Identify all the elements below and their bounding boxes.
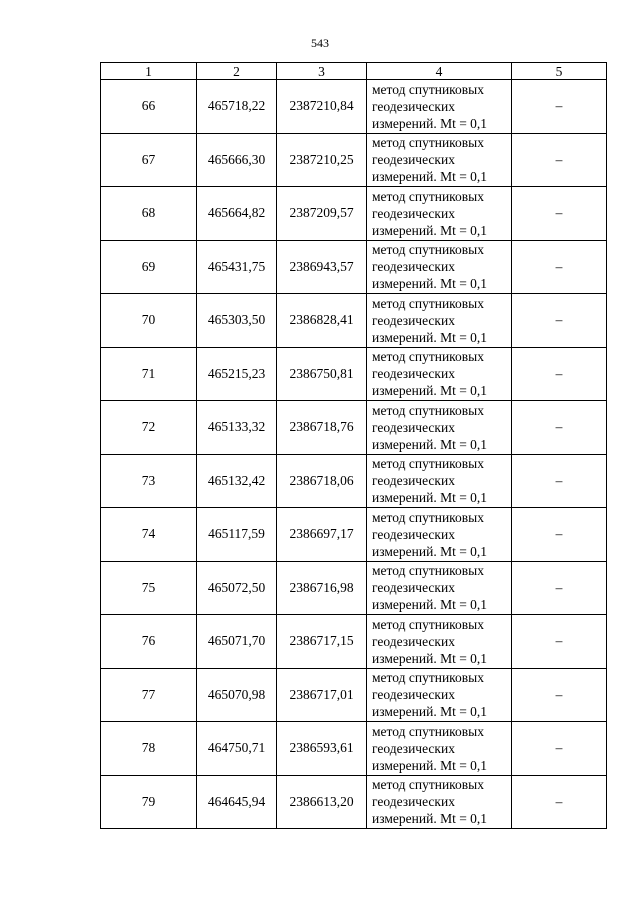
method-line: геодезических — [372, 633, 455, 649]
method-line: геодезических — [372, 205, 455, 221]
table-row — [101, 615, 607, 669]
table-row — [101, 668, 607, 722]
point-number-cell: 66 — [101, 80, 197, 134]
y-coordinate-cell: 2387210,84 — [277, 80, 367, 134]
method-line: метод спутниковых — [372, 616, 484, 632]
method-line: геодезических — [372, 687, 455, 703]
method-line: измерений. Mt = 0,1 — [372, 115, 488, 131]
coordinates-table — [100, 62, 607, 829]
method-line: измерений. Mt = 0,1 — [372, 650, 488, 666]
point-number-cell: 74 — [101, 508, 197, 562]
header-col-3: 3 — [277, 63, 367, 80]
y-coordinate-cell: 2386943,57 — [277, 240, 367, 294]
method-cell — [367, 240, 512, 294]
method-cell — [367, 775, 512, 829]
header-col-4: 4 — [367, 63, 512, 80]
header-col-1: 1 — [101, 63, 197, 80]
note-cell: – — [512, 775, 607, 829]
note-cell: – — [512, 133, 607, 187]
note-cell: – — [512, 80, 607, 134]
method-line: метод спутниковых — [372, 509, 484, 525]
method-cell — [367, 668, 512, 722]
method-line: метод спутниковых — [372, 242, 484, 258]
method-line: метод спутниковых — [372, 188, 484, 204]
method-line: метод спутниковых — [372, 349, 484, 365]
method-line: измерений. Mt = 0,1 — [372, 436, 488, 452]
method-line: измерений. Mt = 0,1 — [372, 383, 488, 399]
method-line: метод спутниковых — [372, 81, 484, 97]
method-line: геодезических — [372, 580, 455, 596]
table-row — [101, 80, 607, 134]
table-row — [101, 775, 607, 829]
y-coordinate-cell: 2386750,81 — [277, 347, 367, 401]
method-line: измерений. Mt = 0,1 — [372, 169, 488, 185]
note-cell: – — [512, 187, 607, 241]
point-number-cell: 72 — [101, 401, 197, 455]
x-coordinate-cell: 465117,59 — [197, 508, 277, 562]
point-number-cell: 79 — [101, 775, 197, 829]
method-cell — [367, 454, 512, 508]
method-line: измерений. Mt = 0,1 — [372, 329, 488, 345]
method-line: метод спутниковых — [372, 456, 484, 472]
point-number-cell: 70 — [101, 294, 197, 348]
point-number-cell: 77 — [101, 668, 197, 722]
x-coordinate-cell: 465718,22 — [197, 80, 277, 134]
method-line: измерений. Mt = 0,1 — [372, 757, 488, 773]
y-coordinate-cell: 2386717,01 — [277, 668, 367, 722]
method-line: измерений. Mt = 0,1 — [372, 597, 488, 613]
method-line: метод спутниковых — [372, 402, 484, 418]
y-coordinate-cell: 2386716,98 — [277, 561, 367, 615]
method-cell — [367, 561, 512, 615]
method-line: геодезических — [372, 259, 455, 275]
method-line: метод спутниковых — [372, 295, 484, 311]
method-cell — [367, 80, 512, 134]
method-line: измерений. Mt = 0,1 — [372, 222, 488, 238]
x-coordinate-cell: 465431,75 — [197, 240, 277, 294]
method-cell — [367, 133, 512, 187]
y-coordinate-cell: 2386593,61 — [277, 722, 367, 776]
note-cell: – — [512, 347, 607, 401]
method-line: геодезических — [372, 366, 455, 382]
method-cell — [367, 615, 512, 669]
method-line: геодезических — [372, 98, 455, 114]
note-cell: – — [512, 668, 607, 722]
point-number-cell: 73 — [101, 454, 197, 508]
x-coordinate-cell: 465133,32 — [197, 401, 277, 455]
note-cell: – — [512, 722, 607, 776]
table-row — [101, 347, 607, 401]
x-coordinate-cell: 465132,42 — [197, 454, 277, 508]
method-line: геодезических — [372, 740, 455, 756]
table-row — [101, 294, 607, 348]
table-row — [101, 508, 607, 562]
point-number-cell: 78 — [101, 722, 197, 776]
x-coordinate-cell: 465072,50 — [197, 561, 277, 615]
header-col-5: 5 — [512, 63, 607, 80]
method-line: геодезических — [372, 419, 455, 435]
point-number-cell: 76 — [101, 615, 197, 669]
y-coordinate-cell: 2387209,57 — [277, 187, 367, 241]
point-number-cell: 75 — [101, 561, 197, 615]
method-line: метод спутниковых — [372, 670, 484, 686]
method-cell — [367, 187, 512, 241]
note-cell: – — [512, 240, 607, 294]
table-row — [101, 722, 607, 776]
note-cell: – — [512, 454, 607, 508]
y-coordinate-cell: 2386828,41 — [277, 294, 367, 348]
table-row — [101, 561, 607, 615]
method-line: измерений. Mt = 0,1 — [372, 490, 488, 506]
method-line: измерений. Mt = 0,1 — [372, 276, 488, 292]
y-coordinate-cell: 2386717,15 — [277, 615, 367, 669]
note-cell: – — [512, 561, 607, 615]
note-cell: – — [512, 615, 607, 669]
note-cell: – — [512, 508, 607, 562]
method-cell — [367, 401, 512, 455]
point-number-cell: 71 — [101, 347, 197, 401]
header-col-2: 2 — [197, 63, 277, 80]
method-line: метод спутниковых — [372, 135, 484, 151]
table-row — [101, 401, 607, 455]
method-line: измерений. Mt = 0,1 — [372, 704, 488, 720]
method-line: геодезических — [372, 312, 455, 328]
x-coordinate-cell: 465071,70 — [197, 615, 277, 669]
y-coordinate-cell: 2387210,25 — [277, 133, 367, 187]
table-header-row — [101, 63, 607, 80]
table-row — [101, 133, 607, 187]
method-line: геодезических — [372, 473, 455, 489]
point-number-cell: 67 — [101, 133, 197, 187]
table-row — [101, 454, 607, 508]
table-row — [101, 187, 607, 241]
method-line: измерений. Mt = 0,1 — [372, 543, 488, 559]
method-line: геодезических — [372, 152, 455, 168]
x-coordinate-cell: 465666,30 — [197, 133, 277, 187]
method-line: метод спутниковых — [372, 777, 484, 793]
y-coordinate-cell: 2386718,76 — [277, 401, 367, 455]
x-coordinate-cell: 465070,98 — [197, 668, 277, 722]
y-coordinate-cell: 2386697,17 — [277, 508, 367, 562]
x-coordinate-cell: 465215,23 — [197, 347, 277, 401]
note-cell: – — [512, 401, 607, 455]
method-cell — [367, 722, 512, 776]
method-line: геодезических — [372, 526, 455, 542]
method-line: измерений. Mt = 0,1 — [372, 811, 488, 827]
point-number-cell: 68 — [101, 187, 197, 241]
method-line: геодезических — [372, 794, 455, 810]
point-number-cell: 69 — [101, 240, 197, 294]
x-coordinate-cell: 464645,94 — [197, 775, 277, 829]
x-coordinate-cell: 464750,71 — [197, 722, 277, 776]
table-row — [101, 240, 607, 294]
y-coordinate-cell: 2386718,06 — [277, 454, 367, 508]
method-line: метод спутниковых — [372, 723, 484, 739]
method-cell — [367, 347, 512, 401]
y-coordinate-cell: 2386613,20 — [277, 775, 367, 829]
method-cell — [367, 508, 512, 562]
page-number: 543 — [311, 36, 329, 50]
note-cell: – — [512, 294, 607, 348]
method-line: метод спутниковых — [372, 563, 484, 579]
method-cell — [367, 294, 512, 348]
x-coordinate-cell: 465664,82 — [197, 187, 277, 241]
x-coordinate-cell: 465303,50 — [197, 294, 277, 348]
table-body — [101, 80, 607, 829]
